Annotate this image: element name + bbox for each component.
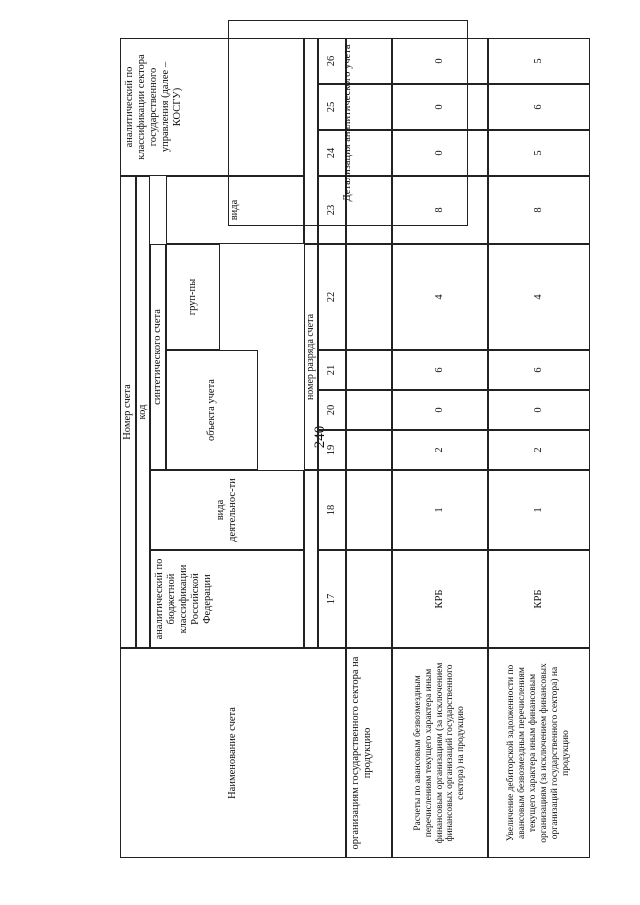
row-1-cell-17: КРБ: [392, 550, 488, 648]
header-groups: груп-пы: [166, 244, 220, 350]
row-2-cell-22: 4: [488, 244, 590, 350]
header-account-name: Наименование счета: [120, 648, 346, 858]
row-0-name: организациям государственного сектора на продукцию: [346, 648, 392, 858]
digit-26: 26: [318, 38, 346, 84]
row-2-cell-18: 1: [488, 470, 590, 550]
row-2-cell-23: 8: [488, 176, 590, 244]
row-1-name: Расчеты по авансовым безвозмездным перечислениям текущего характера иным финансовым организациям (за исключением финансовых организаций государственного сектора) на продукцию: [392, 648, 488, 858]
header-account-number: Номер счета: [120, 176, 136, 648]
header-synthetic: синтетического счета: [150, 244, 166, 470]
header-kod: код: [136, 176, 150, 648]
digit-19: 19: [318, 430, 346, 470]
row-1-cell-20: 0: [392, 390, 488, 430]
digit-18: 18: [318, 470, 346, 550]
row-2-name: Увеличение дебиторской задолженности по авансовым безвозмездным перечислениям текущего характера иным финансовым организациям (за исключением финансовых организаций государственного сектора) на продукцию: [488, 648, 590, 858]
row-2-cell-26: 5: [488, 38, 590, 84]
digit-23: 23: [318, 176, 346, 244]
row-2-cell-25: 6: [488, 84, 590, 130]
digit-24: 24: [318, 130, 346, 176]
header-object: объекта учета: [166, 350, 258, 470]
digit-20: 20: [318, 390, 346, 430]
digit-22: 22: [318, 244, 346, 350]
row-1-cell-22: 4: [392, 244, 488, 350]
digit-21: 21: [318, 350, 346, 390]
digit-25: 25: [318, 84, 346, 130]
row-1-cell-24: 0: [392, 130, 488, 176]
header-analytic-budget: аналитический по бюджетной классификации Российской Федерации: [150, 550, 304, 648]
page-number: 240: [312, 425, 328, 449]
row-2-cell-19: 2: [488, 430, 590, 470]
details-column: [228, 20, 638, 866]
row-1-cell-26: 0: [392, 38, 488, 84]
row-2-cell-17: КРБ: [488, 550, 590, 648]
row-2-cell-20: 0: [488, 390, 590, 430]
row-1-cell-18: 1: [392, 470, 488, 550]
row-1-cell-25: 0: [392, 84, 488, 130]
header-kind: вида: [166, 176, 304, 244]
header-activity-type: вида деятельнос-ти: [150, 470, 304, 550]
row-2-cell-24: 5: [488, 130, 590, 176]
header-digits-caption: номер разряда счета: [304, 244, 318, 470]
row-1-cell-19: 2: [392, 430, 488, 470]
header-kosgu: аналитический по классификации сектора государственного управления (далее – КОСГУ): [120, 38, 304, 176]
row-1-cell-21: 6: [392, 350, 488, 390]
row-2-cell-21: 6: [488, 350, 590, 390]
row-1-cell-23: 8: [392, 176, 488, 244]
digit-17: 17: [318, 550, 346, 648]
header-details: Детализация аналитического учета: [228, 20, 468, 226]
